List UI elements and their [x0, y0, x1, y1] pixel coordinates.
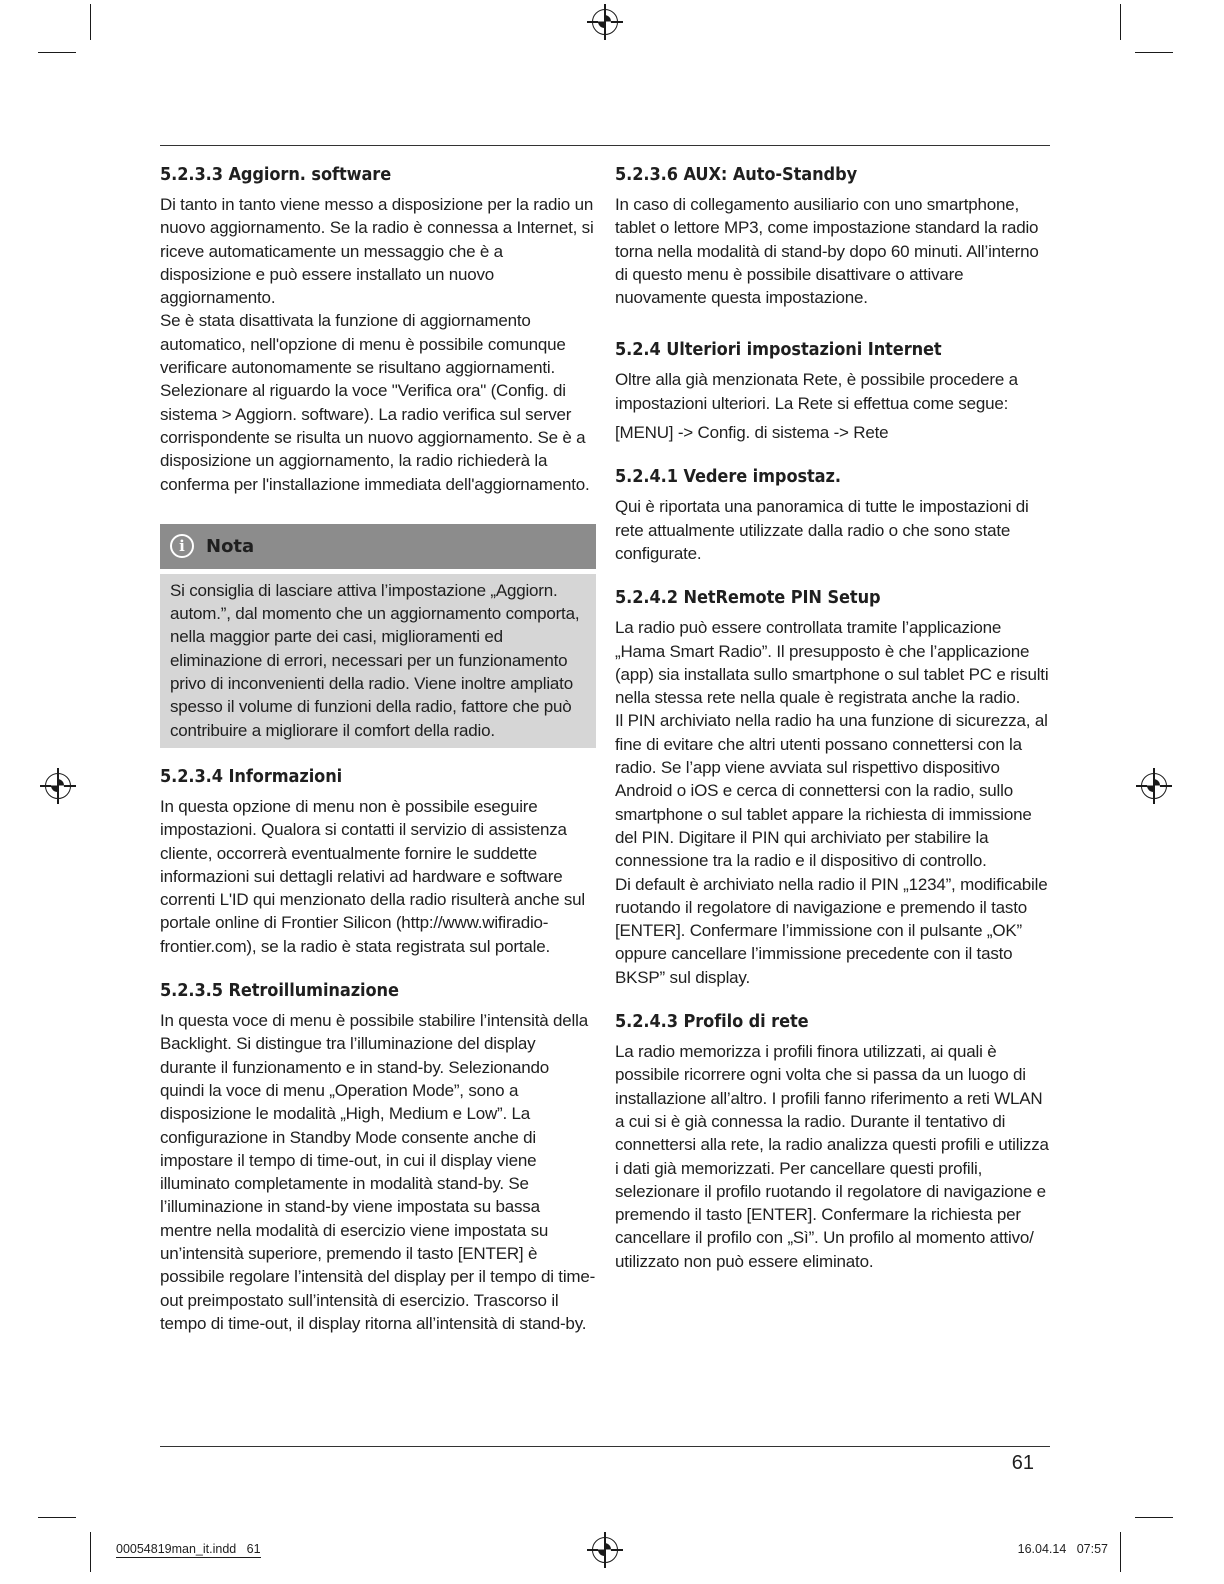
- paragraph: Di tanto in tanto viene messo a disposizione per la radio un nuovo aggiornamento. Se la radio è connessa a Internet, si riceve automaticamente un messaggio che è a disposizione e può essere installato un nuovo aggiornamento.: [160, 195, 594, 308]
- top-rule: [160, 145, 1050, 146]
- paragraph: In questa opzione di menu non è possibile eseguire impostazioni. Qualora si contatti il servizio di assistenza cliente, occorrerà eventualmente fornire le suddette informazioni sui dettagli relativi ad hardware e software correnti L'ID qui menzionato della radio risulterà anche sul portale online di Frontier Silicon (http://www.wifiradio-frontier.com), se la radio è stata registrata sul portale.: [160, 796, 585, 956]
- note-header: [160, 524, 596, 569]
- crop-mark: [1135, 1517, 1173, 1518]
- section-heading: 5.2.3.5 Retroilluminazione: [160, 980, 399, 1002]
- section-aux-auto-standby: [615, 164, 1051, 309]
- crop-mark: [38, 1517, 76, 1518]
- crop-mark: [1120, 1532, 1121, 1572]
- section-heading: 5.2.4.2 NetRemote PIN Setup: [615, 587, 881, 609]
- note-text: Si consiglia di lasciare attiva l’impostazione „Aggiorn. autom.”, dal momento che un aggiornamento comporta, nella maggior parte dei casi, miglioramenti ed eliminazione di errori, necessari per un funzionamento privo di inconvenienti della radio. Viene inoltre ampliato spesso il volume di funzioni della radio, fattore che può contribuire a migliorare il comfort della radio.: [170, 580, 580, 740]
- crop-mark: [90, 4, 91, 40]
- section-profilo-di-rete: [615, 1011, 1051, 1273]
- section-ulteriori-impostazioni: [615, 339, 1051, 444]
- registration-mark-icon: [1141, 773, 1167, 799]
- section-netremote-pin: [615, 587, 1051, 989]
- info-icon: i: [170, 534, 194, 558]
- registration-mark-icon: [592, 9, 618, 35]
- slug-timestamp: 16.04.14 07:57: [1017, 1542, 1108, 1556]
- section-vedere-impostaz: [615, 466, 1051, 565]
- section-heading: 5.2.4.3 Profilo di rete: [615, 1011, 809, 1033]
- note-body: [160, 574, 596, 748]
- paragraph: In caso di collegamento ausiliario con uno smartphone, tablet o lettore MP3, come impostazione standard la radio torna nella modalità di stand-by dopo 60 minuti. All’interno di questo menu è possibile disattivare o attivare nuovamente questa impostazione.: [615, 195, 1039, 308]
- menu-path: [MENU] -> Config. di sistema -> Rete: [615, 423, 889, 443]
- paragraph: La radio può essere controllata tramite l’applicazione „Hama Smart Radio”. Il presupposto è che l’applicazione (app) sia installata sullo smartphone o sul tablet PC e risulti nella stessa rete nella quale è registrata anche la radio.: [615, 618, 1049, 708]
- registration-mark-icon: [592, 1537, 618, 1563]
- section-heading: 5.2.4 Ulteriori impostazioni Internet: [615, 339, 942, 361]
- section-retroilluminazione: [160, 980, 596, 1335]
- bottom-rule: [160, 1446, 1050, 1447]
- crop-mark: [1135, 52, 1173, 53]
- slug-filename: 00054819man_it.indd 61: [116, 1542, 261, 1556]
- section-aggiorn-software: [160, 164, 596, 496]
- paragraph: La radio memorizza i profili finora utilizzati, ai quali è possibile ricorrere ogni volta che si passa da un luogo di installazione all’altro. I profili fanno riferimento a reti WLAN a cui si è già connessa la radio. Durante il tentativo di connettersi alla rete, la radio analizza questi profili e utilizza i dati già memorizzati. Per cancellare questi profili, selezionare il profilo ruotando il regolatore di navigazione e premendo il tasto [ENTER]. Confermare la richiesta per cancellare il profilo con „Sì”. Un profilo al momento attivo/ utilizzato non può essere eliminato.: [615, 1042, 1049, 1271]
- section-heading: 5.2.3.3 Aggiorn. software: [160, 164, 392, 185]
- registration-mark-icon: [45, 773, 71, 799]
- paragraph: Di default è archiviato nella radio il PIN „1234”, modificabile ruotando il regolatore di navigazione e premendo il tasto [ENTER]. Confermare l’immissione con il pulsante „OK” oppure cancellare l’immissione precedente con il tasto BKSP” sul display.: [615, 874, 1048, 987]
- paragraph: Il PIN archiviato nella radio ha una funzione di sicurezza, al fine di evitare che altri utenti possano connettersi con la radio. Se l’app viene avviata sul rispettivo dispositivo Android o iOS e cerca di connettersi con la radio, sullo smartphone o sul tablet appare la richiesta di immissione del PIN. Digitare il PIN qui archiviato per stabilire la connessione tra la radio e il dispositivo di controllo.: [615, 711, 1048, 871]
- paragraph: Se è stata disattivata la funzione di aggiornamento automatico, nell'opzione di menu è possibile comunque verificare autonomamente se risultano aggiornamenti. Selezionare al riguardo la voce "Verifica ora" (Config. di sistema > Aggiorn. software). La radio verifica sul server corrispondente se risulta un nuovo aggiornamento. Se è a disposizione un aggiornamento, la radio richiederà la conferma per l'installazione immediata dell'aggiornamento.: [160, 311, 590, 494]
- note-title: Nota: [206, 535, 255, 557]
- paragraph: In questa voce di menu è possibile stabilire l’intensità della Backlight. Si distingue tra l’illuminazione del display durante il funzionamento e in stand-by. Selezionando quindi la voce di menu „Operation Mode”, sono a disposizione le modalità „High, Medium e Low”. La configurazione in Standby Mode consente anche di impostare il tempo di time-out, in cui il display viene illuminato completamente in modalità stand-by. Se l’illuminazione in stand-by viene impostata su bassa mentre nella modalità di esercizio viene impostata su un’intensità superiore, premendo il tasto [ENTER] è possibile regolare l’intensità del display per il tempo di time-out preimpostato sull’intensità di esercizio. Trascorso il tempo di time-out, il display ritorna all’intensità di stand-by.: [160, 1011, 596, 1333]
- paragraph: Oltre alla già menzionata Rete, è possibile procedere a impostazioni ulteriori. La Rete si effettua come segue:: [615, 370, 1018, 413]
- section-heading: 5.2.3.6 AUX: Auto-Standby: [615, 164, 858, 185]
- crop-mark: [1120, 4, 1121, 40]
- section-informazioni: [160, 766, 596, 958]
- section-heading: 5.2.3.4 Informazioni: [160, 765, 343, 787]
- left-column: [160, 164, 596, 1361]
- section-heading: 5.2.4.1 Vedere impostaz.: [615, 466, 841, 488]
- note-box: [160, 524, 596, 748]
- right-column: [615, 164, 1051, 1299]
- paragraph: Qui è riportata una panoramica di tutte le impostazioni di rete attualmente utilizzate dalla radio o che sono state configurate.: [615, 497, 1029, 563]
- crop-mark: [38, 52, 76, 53]
- crop-mark: [90, 1532, 91, 1572]
- page-number: 61: [1011, 1452, 1034, 1474]
